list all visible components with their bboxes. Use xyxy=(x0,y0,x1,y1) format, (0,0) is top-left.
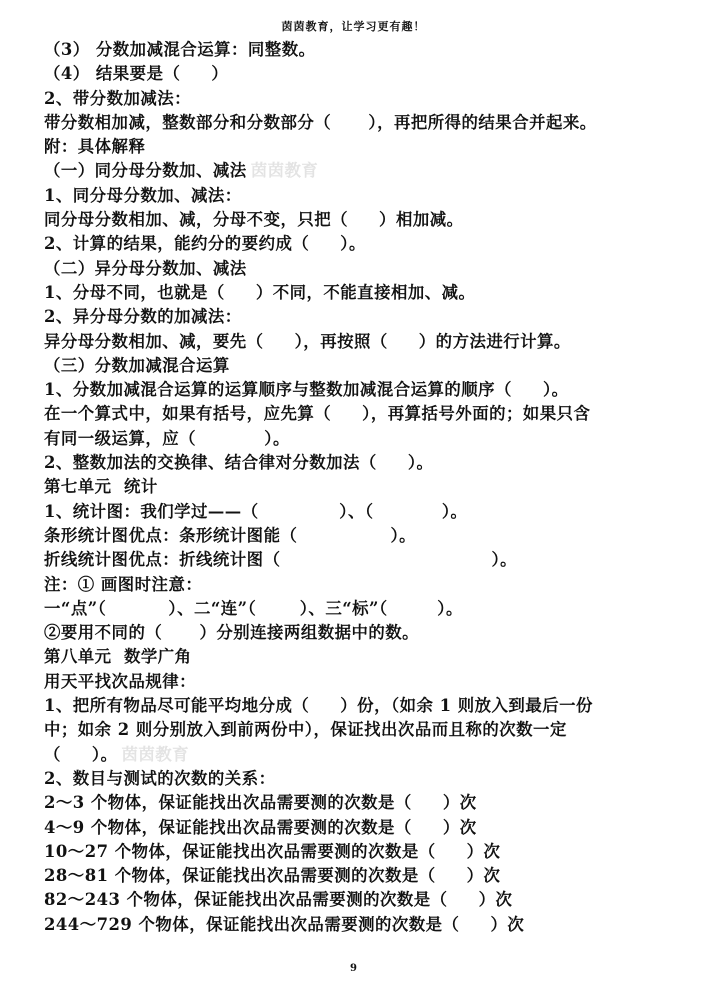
text-line: 附：具体解释 xyxy=(44,137,146,157)
text-line: 1、同分母分数加、减法： xyxy=(44,185,242,205)
text-line: 2、数目与测试的次数的关系： xyxy=(44,768,276,788)
section-heading: （三）分数加减混合运算 xyxy=(44,355,230,375)
text-line: 中；如余 2 则分别放入到前两份中），保证找出次品而且称的次数一定 xyxy=(44,720,567,740)
watermark: 茵茵教育 xyxy=(121,744,190,764)
text-line: 条形统计图优点：条形统计图能（ ）。 xyxy=(44,525,417,545)
text-line: 4～9 个物体，保证能找出次品需要测的次数是（ ）次 xyxy=(44,817,477,837)
text-line: 在一个算式中，如果有括号，应先算（ ），再算括号外面的；如果只含 xyxy=(44,404,591,424)
text-line: 244～729 个物体，保证能找出次品需要测的次数是（ ）次 xyxy=(44,914,525,934)
text-line: 异分母分数相加、减，要先（ ），再按照（ ）的方法进行计算。 xyxy=(44,331,571,351)
text-line: 1、把所有物品尽可能平均地分成（ ）份，（如余 1 则放入到最后一份 xyxy=(44,696,593,716)
text-line: 用天平找次品规律： xyxy=(44,671,197,691)
text-line: 2、整数加法的交换律、结合律对分数加法（ ）。 xyxy=(44,453,434,473)
text-line: 2、计算的结果，能约分的要约成（ ）。 xyxy=(44,234,366,254)
text-line: 1、统计图：我们学过——（ ）、（ ）。 xyxy=(44,501,468,521)
text-line: （ ）。 茵茵教育 xyxy=(44,744,190,764)
page-number: 9 xyxy=(350,963,357,974)
text-line: 一“点”（ ）、二“连”（ ）、三“标”（ ）。 xyxy=(44,598,463,618)
text-line: 28～81 个物体，保证能找出次品需要测的次数是（ ）次 xyxy=(44,866,501,886)
unit-heading: 第七单元 统计 xyxy=(44,477,158,497)
watermark: 茵茵教育 xyxy=(250,161,319,181)
text-line: 1、分母不同，也就是（ ）不同，不能直接相加、减。 xyxy=(44,282,476,302)
text-line: 1、分数加减混合运算的运算顺序与整数加减混合运算的顺序（ ）。 xyxy=(44,380,569,400)
page-header: 茵茵教育，让学习更有趣！ xyxy=(281,20,426,33)
section-heading: （二）异分母分数加、减法 xyxy=(44,258,247,278)
text-line: 82～243 个物体，保证能找出次品需要测的次数是（ ）次 xyxy=(44,890,513,910)
text-line: （4） 结果要是（ ） xyxy=(44,64,229,84)
section-heading: （一）同分母分数加、减法 茵茵教育 xyxy=(44,161,319,181)
text-line: 2～3 个物体，保证能找出次品需要测的次数是（ ）次 xyxy=(44,793,477,813)
text-line: （3） 分数加减混合运算：同整数。 xyxy=(44,40,316,59)
text-line: 10～27 个物体，保证能找出次品需要测的次数是（ ）次 xyxy=(44,841,501,861)
text-line: 注：① 画图时注意： xyxy=(44,574,203,594)
text-line: 2、异分母分数的加减法： xyxy=(44,307,242,327)
unit-heading: 第八单元 数学广角 xyxy=(44,647,192,667)
text-line: ②要用不同的（ ）分别连接两组数据中的数。 xyxy=(44,623,420,643)
text-line: 带分数相加减，整数部分和分数部分（ ），再把所得的结果合并起来。 xyxy=(44,112,597,132)
worksheet-content xyxy=(44,38,684,937)
text-line: 折线统计图优点：折线统计图（ ）。 xyxy=(44,550,518,570)
text-line: 同分母分数相加、减，分母不变，只把（ ）相加减。 xyxy=(44,210,464,230)
text-line: 2、带分数加减法： xyxy=(44,88,192,108)
text-line: 有同一级运算，应（ ）。 xyxy=(44,428,290,448)
